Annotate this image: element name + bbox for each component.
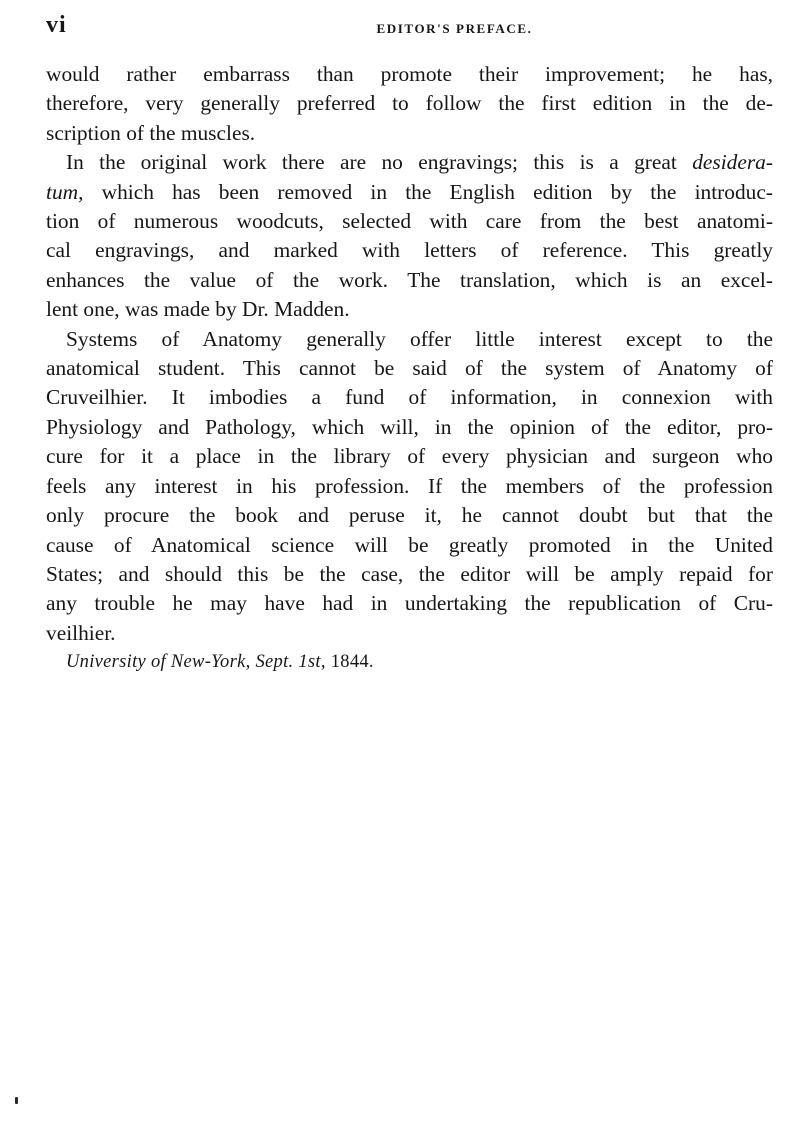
text-line: feels any interest in his profession. If the members of the profession (46, 473, 773, 498)
text-segment: In the original work there are no engravings; this is a great (66, 150, 693, 175)
paragraph-systems (46, 325, 773, 648)
text-line: Systems of Anatomy generally offer little interest except to the (66, 326, 773, 351)
text-line: States; and should this be the case, the editor will be amply repaid for (46, 561, 773, 586)
signature-year: 1844. (330, 652, 374, 672)
text-line: cause of Anatomical science will be greatly promoted in the United (46, 532, 773, 557)
paragraph-continuation (46, 60, 773, 148)
text-line: cal engravings, and marked with letters of reference. This greatly (46, 238, 773, 263)
signature-line (66, 652, 374, 673)
running-head (46, 12, 773, 38)
text-line: tion of numerous woodcuts, selected with care from the best anatomi- (46, 209, 773, 234)
latin-term: tum, (46, 179, 84, 204)
text-line: Cruveilhier. It imbodies a fund of information, in connexion with (46, 385, 773, 410)
ink-speck (15, 1097, 18, 1104)
text-line: therefore, very generally preferred to follow the first edition in the de- (46, 91, 773, 116)
text-line: scription of the muscles. (46, 120, 256, 145)
text-line: would rather embarrass than promote their improvement; he has, (46, 62, 773, 86)
text-line (46, 178, 773, 207)
preface-body (46, 60, 773, 648)
text-line: Physiology and Pathology, which will, in the opinion of the editor, pro- (46, 414, 773, 439)
text-line: cure for it a place in the library of every physician and surgeon who (46, 444, 773, 469)
text-line (46, 148, 773, 177)
signature-place-date: University of New-York, Sept. 1st, (66, 652, 326, 672)
text-segment: which has been removed in the English edition by the introduc- (83, 179, 773, 204)
page-number: vi (46, 12, 67, 38)
text-line: veilhier. (46, 620, 116, 645)
text-line: enhances the value of the work. The translation, which is an excel- (46, 267, 773, 292)
paragraph-engravings (46, 148, 773, 324)
text-line: lent one, was made by Dr. Madden. (46, 297, 350, 322)
latin-term: desidera- (692, 150, 773, 175)
text-line: anatomical student. This cannot be said of the system of Anatomy of (46, 356, 773, 381)
running-title: EDITOR'S PREFACE. (376, 21, 533, 36)
text-line: any trouble he may have had in undertaking the republication of Cru- (46, 591, 773, 616)
text-line: only procure the book and peruse it, he cannot doubt but that the (46, 503, 773, 528)
